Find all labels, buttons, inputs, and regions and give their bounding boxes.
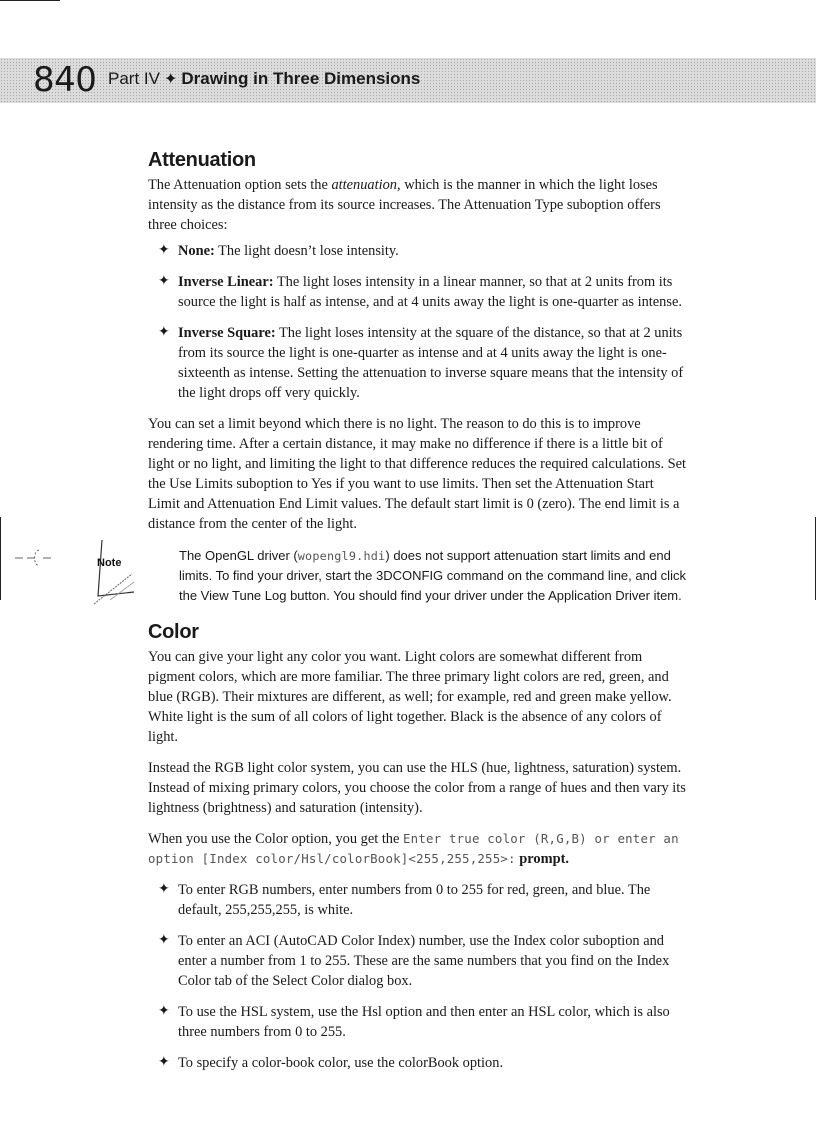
- page-number: 840: [33, 60, 97, 100]
- definition: The light loses intensity at the square of the distance, so that at 2 units from its source the light is one-quarter as intense and at 4 units away the light is one-sixteenth as intense. Setting the attenuation to inverse square means that the intensity of the light drops off very quickly.: [178, 325, 684, 401]
- color-options-list: [148, 880, 688, 1073]
- attenuation-intro: [148, 175, 688, 235]
- list-item: [158, 241, 688, 261]
- intro-text-rest: which is the manner in which the light loses intensity as the distance from its source increases. The Attenuation Type suboption offers three choices:: [148, 177, 661, 233]
- part-title: Drawing in Three Dimensions: [181, 69, 421, 88]
- note-icon: [88, 536, 138, 608]
- bullet-icon: ✦: [158, 1055, 170, 1070]
- term: Inverse Square:: [178, 325, 276, 341]
- list-item-text: To enter an ACI (AutoCAD Color Index) number, use the Index color suboption and enter a number from 1 to 255. These are the same numbers that you find on the Index Color tab of the Select Color dialog box.: [178, 933, 670, 989]
- section-heading-color: Color: [148, 621, 199, 643]
- bullet-icon: ✦: [158, 274, 170, 289]
- bullet-icon: ✦: [158, 325, 170, 340]
- prompt-code: Enter true color (R,G,B) or enter an option [Index color/Hsl/colorBook]<255,255,255>:: [148, 831, 679, 866]
- color-paragraph-2: Instead the RGB light color system, you can use the HLS (hue, lightness, saturation) system. Instead of mixing primary colors, you choose the color from a range of hues and then vary its lightness (brightness) and saturation (intensity).: [148, 760, 686, 816]
- prompt-intro: When you use the Color option, you get the: [148, 831, 403, 847]
- bullet-icon: ✦: [158, 933, 170, 948]
- list-item: [158, 931, 688, 991]
- term: Inverse Linear:: [178, 274, 274, 290]
- list-item: [158, 272, 688, 312]
- definition: The light doesn’t lose intensity.: [214, 243, 399, 259]
- definition: The light loses intensity in a linear manner, so that at 2 units from its source the light is half as intense, and at 4 units away the light is one-quarter as intense.: [178, 274, 682, 310]
- intro-text: The Attenuation option sets the: [148, 177, 332, 193]
- intro-term: attenuation,: [331, 177, 401, 193]
- limits-paragraph: You can set a limit beyond which there is no light. The reason to do this is to improve rendering time. After a certain distance, it may make no difference if there is a little bit of light or no light, and limiting the light to that difference reduces the required calculations. Set the Use Limits suboption to Yes if you want to use limits. Then set the Attenuation Start Limit and Attenuation End Limit values. The default start limit is 0 (zero). The end limit is a distance from the center of the light.: [148, 416, 687, 532]
- separator-icon: ✦: [163, 71, 178, 88]
- page-content: [97, 148, 688, 1084]
- bullet-icon: ✦: [158, 1004, 170, 1019]
- crop-mark: [0, 0, 60, 1]
- registration-line-left: [0, 517, 1, 600]
- bullet-icon: ✦: [158, 882, 170, 897]
- color-paragraph-1: You can give your light any color you want. Light colors are somewhat different from pigment colors, which are more familiar. The three primary light colors are red, green, and blue (RGB). Their mixtures are different, as well; for example, red and green make yellow. White light is the sum of all colors of light together. Black is the absence of any colors of light.: [148, 649, 672, 745]
- bullet-icon: ✦: [158, 243, 170, 258]
- part-name: Part IV: [108, 69, 160, 88]
- note-callout: [97, 546, 688, 608]
- part-label: [108, 69, 420, 89]
- list-item-text: To specify a color-book color, use the colorBook option.: [178, 1055, 504, 1071]
- attenuation-options-list: [148, 241, 688, 403]
- list-item-text: To enter RGB numbers, enter numbers from 0 to 255 for red, green, and blue. The default, 255,255,255, is white.: [178, 882, 651, 918]
- prompt-suffix: prompt.: [515, 851, 569, 867]
- note-text-end: ) does not support attenuation start limits and end limits. To find your driver, start the 3DCONFIG command on the command line, and click the View Tune Log button. You should find your driver under the Application Driver item.: [179, 548, 686, 603]
- color-paragraph-3: [148, 829, 688, 869]
- term: None:: [178, 243, 215, 259]
- note-label: Note: [97, 557, 122, 569]
- note-text-start: The OpenGL driver (: [179, 548, 298, 563]
- note-driver-code: wopengl9.hdi: [297, 549, 386, 563]
- list-item-text: To use the HSL system, use the Hsl option and then enter an HSL color, which is also three numbers from 0 to 255.: [178, 1004, 670, 1040]
- list-item: [158, 1053, 688, 1073]
- list-item: [158, 1002, 688, 1042]
- section-heading-attenuation: Attenuation: [148, 149, 256, 171]
- note-text: [179, 546, 688, 606]
- crosshair-margin-icon: [15, 546, 55, 570]
- list-item: [158, 880, 688, 920]
- list-item: [158, 323, 688, 403]
